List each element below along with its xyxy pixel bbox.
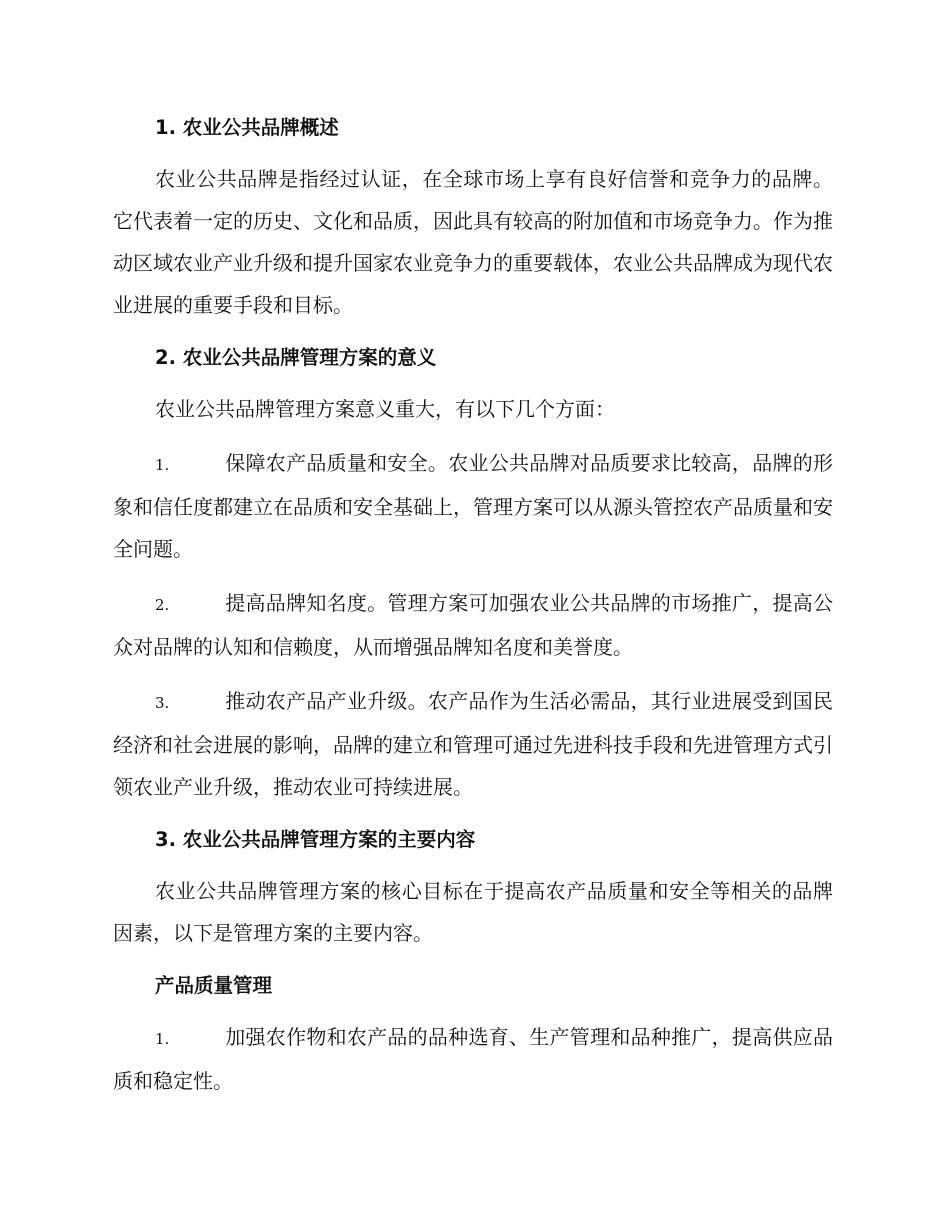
- list-item: [113, 442, 833, 570]
- section-paragraph: 农业公共品牌是指经过认证，在全球市场上享有良好信誉和竞争力的品牌。它代表着一定的历史、文化和品质，因此具有较高的附加值和市场竞争力。作为推动区域农业产业升级和提升国家农业竞争力的重要载体，农业公共品牌成为现代农业进展的重要手段和目标。: [113, 167, 833, 317]
- list-item-text: 推动农产品产业升级。农产品作为生活必需品，其行业进展受到国民经济和社会进展的影响，品牌的建立和管理可通过先进科技手段和先进管理方式引领农业产业升级，推动农业可持续进展。: [113, 689, 833, 799]
- list-item-number: 1.: [155, 1030, 170, 1048]
- list-item-text: 保障农产品质量和安全。农业公共品牌对品质要求比较高，品牌的形象和信任度都建立在品质和安全基础上，管理方案可以从源头管控农产品质量和安全问题。: [113, 451, 833, 561]
- section-heading: 2. 农业公共品牌管理方案的意义: [155, 346, 437, 369]
- list-item-number: 1.: [155, 456, 170, 474]
- list-item-number: 2.: [155, 596, 170, 614]
- section-heading: 3. 农业公共品牌管理方案的主要内容: [155, 828, 476, 851]
- list-item: [113, 1016, 833, 1102]
- section-heading: 1. 农业公共品牌概述: [155, 116, 339, 139]
- section-paragraph: 农业公共品牌管理方案的核心目标在于提高农产品质量和安全等相关的品牌因素，以下是管理方案的主要内容。: [113, 879, 833, 945]
- document-body: [113, 108, 833, 1102]
- list-item-text: 加强农作物和农产品的品种选育、生产管理和品种推广，提高供应品质和稳定性。: [113, 1025, 833, 1093]
- list-item-text: 提高品牌知名度。管理方案可加强农业公共品牌的市场推广，提高公众对品牌的认知和信赖度，从而增强品牌知名度和美誉度。: [113, 591, 833, 659]
- section-paragraph: 农业公共品牌管理方案意义重大，有以下几个方面：: [155, 397, 615, 421]
- list-item: [113, 582, 833, 668]
- list-item-number: 3.: [155, 694, 170, 712]
- list-item: [113, 680, 833, 808]
- subsection-heading: 产品质量管理: [155, 974, 273, 997]
